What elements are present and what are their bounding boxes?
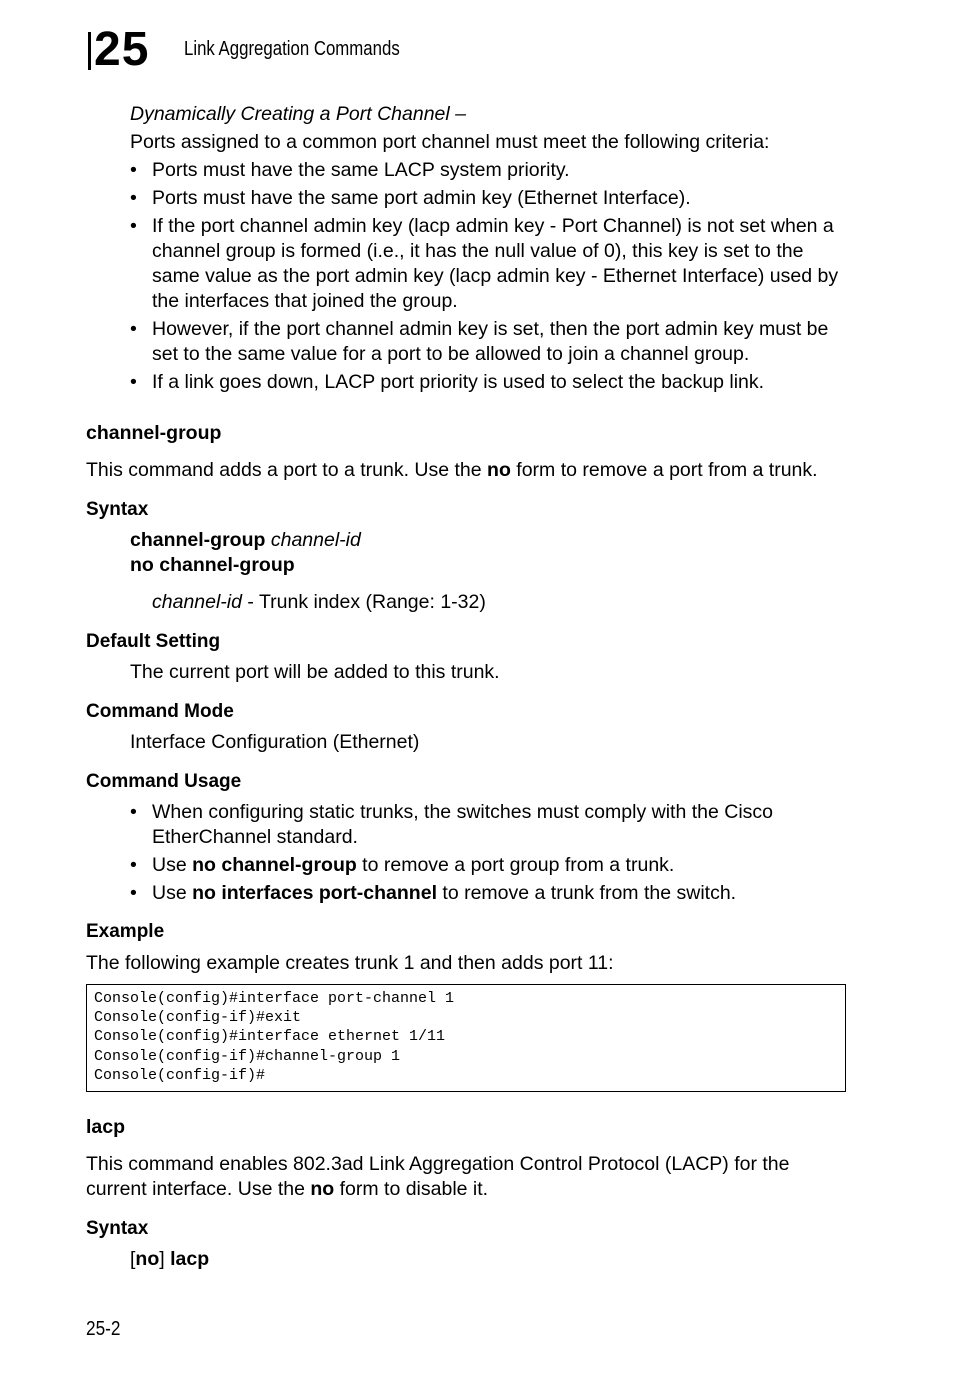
syntax-no-line [130, 553, 295, 578]
command-usage-list [130, 800, 830, 909]
usage-text: Use [152, 854, 193, 876]
description-text: form to disable it. [334, 1178, 489, 1200]
syntax-bracket: [ [130, 1248, 136, 1270]
channel-group-description [86, 458, 866, 483]
syntax-command: lacp [170, 1248, 210, 1270]
parameter-text: - Trunk index (Range: 1-32) [241, 591, 486, 613]
list-item [130, 881, 830, 906]
usage-text: to remove a trunk from the switch. [436, 882, 737, 904]
chapter-title: Link Aggregation Commands [184, 38, 400, 60]
default-setting-text: The current port will be added to this trunk. [130, 661, 500, 683]
chapter-number [88, 23, 168, 76]
intro-bullet-list [130, 158, 846, 398]
intro-italic-heading [130, 102, 466, 127]
parameter-description [152, 590, 486, 615]
lacp-syntax-heading: Syntax [86, 1218, 149, 1239]
syntax-command: channel-group [130, 529, 266, 551]
syntax-parameter: channel-id [270, 529, 361, 551]
syntax-no-command: no channel-group [130, 554, 295, 576]
example-text: The following example creates trunk 1 and then adds port 11: [86, 952, 614, 974]
list-item: • Ports must have the same LACP system priority. [130, 158, 846, 183]
syntax-heading: Syntax [86, 499, 149, 520]
lacp-description [86, 1152, 846, 1202]
intro-lead: Ports assigned to a common port channel must meet the following criteria: [130, 131, 770, 153]
parameter-name: channel-id [152, 591, 242, 613]
command-mode-text: Interface Configuration (Ethernet) [130, 731, 420, 753]
command-mode-heading: Command Mode [86, 701, 234, 722]
list-item [130, 853, 830, 878]
description-text: This command adds a port to a trunk. Use the [86, 459, 488, 481]
description-text: form to remove a port from a trunk. [510, 459, 818, 481]
description-bold: no [487, 459, 511, 481]
intro-italic-heading-text: Dynamically Creating a Port Channel – [130, 103, 466, 125]
chapter-number-text: 25 [94, 23, 150, 76]
list-item: • When configuring static trunks, the switches must comply with the Cisco EtherChannel standard. [130, 800, 830, 850]
list-item: • If a link goes down, LACP port priority is used to select the backup link. [130, 370, 846, 395]
channel-group-title: channel-group [86, 422, 222, 444]
usage-bold: no channel-group [192, 854, 357, 876]
default-setting-heading: Default Setting [86, 631, 221, 652]
lacp-syntax-line [130, 1247, 209, 1272]
lacp-title: lacp [86, 1116, 126, 1138]
usage-text: to remove a port group from a trunk. [356, 854, 675, 876]
syntax-line [130, 528, 361, 553]
description-bold: no [310, 1178, 335, 1200]
code-example: Console(config)#interface port-channel 1 Console(config-if)#exit Console(config)#interface ethernet 1/11 Console(config-if)#channel-group 1 Console(config-if)# [86, 984, 846, 1092]
syntax-no: no [135, 1248, 160, 1270]
page-number: 25-2 [86, 1318, 121, 1340]
usage-bold: no interfaces port-channel [192, 882, 437, 904]
command-usage-heading: Command Usage [86, 771, 242, 792]
description-text: This command enables 802.3ad Link Aggregation Control Protocol (LACP) for the current interface. Use the [86, 1153, 790, 1200]
list-item: • Ports must have the same port admin key (Ethernet Interface). [130, 186, 846, 211]
list-item: • If the port channel admin key (lacp admin key - Port Channel) is not set when a channel group is formed (i.e., it has the null value of 0), this key is set to the same value as the port admin key (lacp admin key - Ethernet Interface) used by the interfaces that joined the group. [130, 214, 846, 314]
syntax-bracket: ] [159, 1248, 171, 1270]
list-item: • However, if the port channel admin key is set, then the port admin key must be set to the same value for a port to be allowed to join a channel group. [130, 317, 846, 367]
usage-text: Use [152, 882, 193, 904]
chapter-number-bar [88, 32, 91, 70]
example-heading: Example [86, 921, 165, 942]
